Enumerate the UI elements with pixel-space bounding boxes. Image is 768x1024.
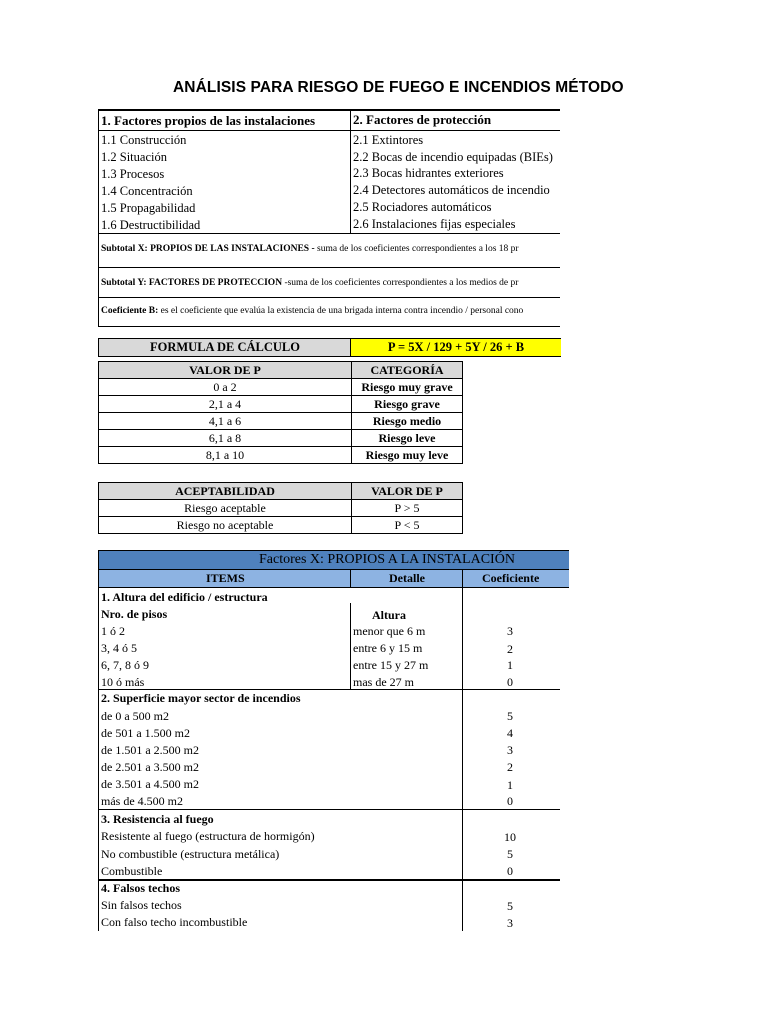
list-item: Resistente al fuego (estructura de hormigón) (101, 829, 315, 843)
list-item: 10 ó más (101, 675, 145, 689)
p-range: 8,1 a 10 (99, 447, 352, 464)
x-factors-header (98, 550, 569, 570)
col-detail: Detalle (389, 571, 425, 585)
list-item: de 3.501 a 4.500 m2 (101, 777, 199, 791)
factors-col1-header: 1. Factores propios de las instalaciones (101, 113, 316, 128)
table-row (99, 379, 463, 396)
list-item-detail: mas de 27 m (353, 675, 414, 689)
acceptability-value: P < 5 (352, 517, 463, 534)
notes-border (98, 326, 560, 327)
p-category: Riesgo muy grave (352, 379, 463, 396)
list-item: No combustible (estructura metálica) (101, 847, 280, 861)
section-1-subhead: Nro. de pisos (101, 607, 168, 621)
list-item: más de 4.500 m2 (101, 794, 183, 808)
coef-b-note (101, 306, 560, 320)
formula-value: P = 5X / 129 + 5Y / 26 + B (350, 338, 561, 357)
table-row (99, 500, 463, 517)
subtotal-x-note (101, 244, 560, 258)
table-border (98, 809, 560, 810)
list-item-coef: 0 (507, 675, 513, 689)
notes-border (98, 267, 560, 268)
list-item-coef: 4 (507, 726, 513, 740)
notes-border (98, 234, 99, 326)
section-1-altura: Altura (372, 608, 406, 622)
list-item-detail: entre 15 y 27 m (353, 658, 429, 672)
p-table-header-category: CATEGORÍA (352, 362, 463, 379)
p-table-header-value: VALOR DE P (99, 362, 352, 379)
table-border (350, 109, 351, 234)
factor-left-4: 1.4 Concentración (101, 184, 193, 198)
list-item: de 0 a 500 m2 (101, 709, 169, 723)
table-border (350, 603, 351, 689)
factor-right-4: 2.4 Detectores automáticos de incendio (353, 183, 550, 197)
section-3-title: 3. Resistencia al fuego (101, 812, 214, 826)
list-item: Con falso techo incombustible (101, 915, 248, 929)
table-row (99, 413, 463, 430)
table-row (99, 517, 463, 534)
list-item: de 1.501 a 2.500 m2 (101, 743, 199, 757)
p-range: 0 a 2 (99, 379, 352, 396)
subtotal-y-label: Subtotal Y: FACTORES DE PROTECCIÓN (101, 278, 285, 288)
factor-right-3: 2.3 Bocas hidrantes exteriores (353, 166, 504, 180)
p-range: 4,1 a 6 (99, 413, 352, 430)
list-item: 1 ó 2 (101, 624, 125, 638)
section-2-title: 2. Superficie mayor sector de incendios (101, 691, 301, 705)
factor-right-5: 2.5 Rociadores automáticos (353, 200, 492, 214)
list-item-coef: 5 (507, 847, 513, 861)
page-title: ANÁLISIS PARA RIESGO DE FUEGO E INCENDIOS MÉTODO (173, 79, 624, 96)
factor-left-5: 1.5 Propagabilidad (101, 201, 196, 215)
factors-col2-header: 2. Factores de protección (353, 112, 492, 127)
coef-b-text: es el coeficiente que evalúa la existencia de una brigada interna contra incendio / personal cono (160, 306, 524, 316)
x-factors-subheader (98, 569, 569, 588)
table-border (98, 130, 560, 131)
acceptability-value-header: VALOR DE P (352, 483, 463, 500)
notes-border (98, 297, 560, 298)
p-category: Riesgo leve (352, 430, 463, 447)
subtotal-y-text: -suma de los coeficientes correspondientes a los medios de pr (284, 278, 519, 288)
table-row (99, 430, 463, 447)
list-item-coef: 3 (507, 624, 513, 638)
x-factors-title: Factores X: PROPIOS A LA INSTALACIÓN (259, 552, 515, 567)
list-item: 3, 4 ó 5 (101, 641, 137, 655)
list-item: Combustible (101, 864, 163, 878)
coef-b-label: Coeficiente B: (101, 306, 161, 316)
subtotal-x-text: suma de los coeficientes correspondientes a los 18 pr (317, 244, 519, 254)
list-item-coef: 1 (507, 778, 513, 792)
factor-left-2: 1.2 Situación (101, 150, 167, 164)
list-item-coef: 3 (507, 743, 513, 757)
table-border (350, 569, 351, 587)
section-1-title: 1. Altura del edificio / estructura (101, 590, 268, 604)
table-border (98, 109, 560, 111)
list-item-coef: 5 (507, 709, 513, 723)
list-item-coef: 0 (507, 864, 513, 878)
p-category: Riesgo medio (352, 413, 463, 430)
list-item-coef: 2 (507, 760, 513, 774)
list-item-coef: 0 (507, 794, 513, 808)
list-item: de 501 a 1.500 m2 (101, 726, 190, 740)
table-border (98, 109, 99, 234)
formula-label: FORMULA DE CÁLCULO (98, 338, 352, 357)
list-item: Sin falsos techos (101, 898, 182, 912)
table-row (99, 396, 463, 413)
factor-right-2: 2.2 Bocas de incendio equipadas (BIEs) (353, 150, 553, 164)
acceptability-header: ACEPTABILIDAD (99, 483, 352, 500)
section-4-title: 4. Falsos techos (101, 881, 180, 895)
list-item-coef: 1 (507, 658, 513, 672)
acceptability-value: P > 5 (352, 500, 463, 517)
subtotal-y-note (101, 278, 560, 292)
factor-left-3: 1.3 Procesos (101, 167, 165, 181)
list-item: 6, 7, 8 ó 9 (101, 658, 149, 672)
factor-left-1: 1.1 Construcción (101, 133, 187, 147)
p-category: Riesgo muy leve (352, 447, 463, 464)
p-range: 2,1 a 4 (99, 396, 352, 413)
col-items: ITEMS (206, 571, 245, 585)
list-item-detail: entre 6 y 15 m (353, 641, 423, 655)
table-row (99, 447, 463, 464)
acceptability-table (98, 482, 463, 534)
p-value-table (98, 361, 463, 464)
factor-right-1: 2.1 Extintores (353, 133, 424, 147)
acceptability-label: Riesgo aceptable (99, 500, 352, 517)
list-item-detail: menor que 6 m (353, 624, 426, 638)
acceptability-label: Riesgo no aceptable (99, 517, 352, 534)
list-item-coef: 10 (504, 830, 516, 844)
list-item: de 2.501 a 3.500 m2 (101, 760, 199, 774)
p-category: Riesgo grave (352, 396, 463, 413)
subtotal-x-label: Subtotal X: PROPIOS DE LAS INSTALACIONES - (101, 244, 317, 254)
factor-right-6: 2.6 Instalaciones fijas especiales (353, 217, 516, 231)
list-item-coef: 5 (507, 899, 513, 913)
factor-left-6: 1.6 Destructibilidad (101, 218, 201, 232)
col-coef: Coeficiente (482, 571, 540, 585)
p-range: 6,1 a 8 (99, 430, 352, 447)
list-item-coef: 3 (507, 916, 513, 930)
list-item-coef: 2 (507, 642, 513, 656)
